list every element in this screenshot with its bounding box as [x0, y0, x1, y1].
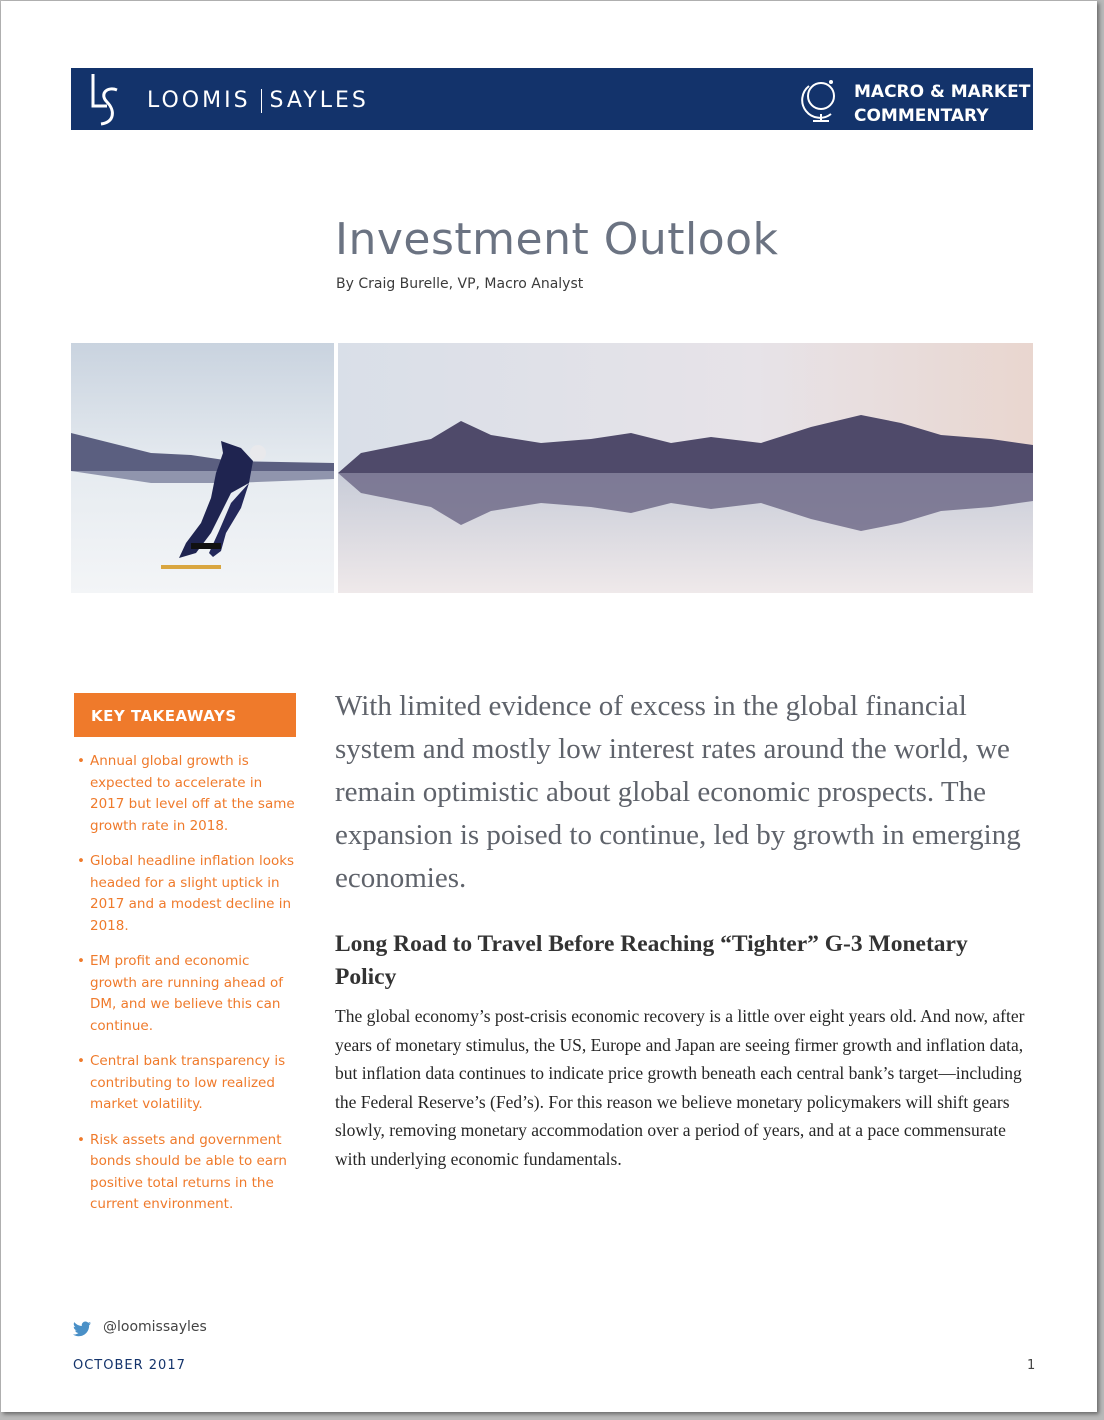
list-item: • Central bank transparency is contributing to low realized market volatility.: [77, 1053, 286, 1112]
page-title: Investment Outlook: [335, 214, 779, 265]
brand-divider: [261, 89, 262, 113]
list-item: • EM profit and economic growth are running ahead of DM, and we believe this can continue.: [77, 953, 284, 1034]
takeaway-text: Risk assets and government bonds should be able to earn positive total returns in the current environment.: [90, 1131, 287, 1212]
key-takeaways-list: [74, 751, 296, 1230]
ls-logo-icon: [85, 72, 125, 128]
takeaway-text: Annual global growth is expected to accelerate in 2017 but level off at the same growth rate in 2018.: [90, 753, 295, 834]
twitter-handle[interactable]: @loomissayles: [103, 1319, 207, 1335]
list-item: • Global headline inflation looks headed for a slight uptick in 2017 and a modest decline in 2018.: [77, 853, 295, 934]
takeaway-text: Central bank transparency is contributing to low realized market volatility.: [90, 1053, 286, 1112]
byline: By Craig Burelle, VP, Macro Analyst: [336, 276, 584, 292]
list-item: • Risk assets and government bonds should be able to earn positive total returns in the current environment.: [77, 1131, 287, 1212]
section-label-line2: COMMENTARY: [854, 106, 989, 126]
hero-image: [71, 343, 1033, 593]
lead-paragraph: With limited evidence of excess in the global financial system and mostly low interest rates around the world, we remain optimistic about global economic prospects. The expansion is poised to continue, led by growth in emerging economies.: [335, 690, 1021, 894]
twitter-icon[interactable]: [73, 1321, 91, 1337]
header-band: [71, 68, 1033, 130]
brand-left: LOOMIS: [147, 88, 251, 113]
brand-right: SAYLES: [269, 88, 369, 113]
section-label: [854, 80, 1030, 128]
globe-icon: [801, 76, 841, 126]
key-takeaways-heading: KEY TAKEAWAYS: [74, 693, 296, 737]
takeaway-text: Global headline inflation looks headed for a slight uptick in 2017 and a modest decline in 2018.: [90, 853, 295, 934]
publication-date: OCTOBER 2017: [73, 1358, 186, 1373]
brand-name: [147, 88, 369, 113]
document-page: [1, 1, 1097, 1412]
section-heading: Long Road to Travel Before Reaching “Tighter” G-3 Monetary Policy: [335, 931, 968, 990]
section-label-line1: MACRO & MARKET: [854, 82, 1031, 102]
list-item: • Annual global growth is expected to accelerate in 2017 but level off at the same growth rate in 2018.: [77, 753, 295, 834]
body-paragraph: The global economy’s post-crisis economic recovery is a little over eight years old. And now, after years of monetary stimulus, the US, Europe and Japan are seeing firmer growth and inflation data, but inflation data continues to indicate price growth beneath each central bank’s target—including the Federal Reserve’s (Fed’s). For this reason we believe monetary policymakers will shift gears slowly, removing monetary accommodation over a period of years, and at a pace commensurate with underlying economic fundamentals.: [335, 1006, 1025, 1169]
takeaway-text: EM profit and economic growth are running ahead of DM, and we believe this can continue.: [90, 953, 284, 1034]
page-number: 1: [1027, 1358, 1036, 1373]
